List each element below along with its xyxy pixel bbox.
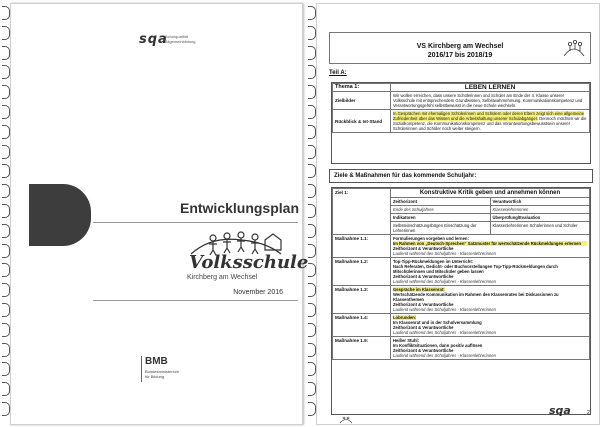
binder-ring <box>308 343 316 357</box>
measure-row <box>333 258 590 286</box>
cover-rule-bottom <box>93 300 298 301</box>
binder-ring <box>308 46 316 60</box>
sqa-mark: sqa <box>139 32 168 47</box>
theme-table <box>331 82 591 164</box>
plan-period: 2016/17 bis 2018/19 <box>427 52 493 59</box>
binder-ring <box>2 145 10 159</box>
binder-ring <box>2 85 10 99</box>
table-row <box>333 92 590 110</box>
binder-ring <box>2 224 10 238</box>
ministry-mark: BMB <box>145 356 168 367</box>
binder-rings-left <box>2 6 10 424</box>
cover-page <box>10 3 309 425</box>
measure-line: Nach Referaten, Gedicht- oder Buchvorstellungen Top-Tipp-Rückmeldungen durch Mitschülerinnen und Mitschüler geben lassen <box>393 264 558 274</box>
measure-line: Wertschätzende Kommunikation im Rahmen des Klassenrates bei Diskussionen zu Klassenthemen <box>393 292 559 302</box>
measure-zv-label: Zeithorizont & Verantwortliche <box>393 246 454 251</box>
measure-zv-value: Laufend während des Schuljahres - Klassenlehrerinnen <box>393 251 496 256</box>
measure-content <box>391 235 590 258</box>
goals-heading: Ziele & Maßnahmen für das kommende Schuljahr: <box>334 173 477 179</box>
measure-highlight: Im Rahmen von „Deutsch-Sprechen“ Satzmuster für wertschätzende Rückmeldungen erlernen <box>393 241 587 246</box>
ministry-sub-line-2: für Bildung <box>145 374 165 379</box>
binder-ring <box>2 184 10 198</box>
plan-school-name: VS Kirchberg am Wechsel <box>416 43 504 50</box>
cover-rule-top <box>93 222 298 223</box>
measure-zv-label: Zeithorizont & Verantwortliche <box>393 302 454 307</box>
theme-title: LEBEN LERNEN <box>391 84 590 92</box>
measure-zv-value: Laufend während des Schuljahres - Klassenlehrerinnen <box>393 307 496 312</box>
measure-line: Im Klassenrat und in der Schulversammlung <box>393 320 482 325</box>
measure-row <box>333 286 590 314</box>
measure-zv-label: Zeithorizont & Verantwortliche <box>393 274 454 279</box>
binder-ring <box>2 46 10 60</box>
binder-ring <box>308 323 316 337</box>
measure-zv-value: Laufend während des Schuljahres - Klassenlehrerinnen <box>393 279 496 284</box>
measure-content <box>391 314 590 337</box>
binder-ring <box>2 323 10 337</box>
binder-ring <box>308 402 316 416</box>
binder-ring <box>2 343 10 357</box>
binder-ring <box>2 382 10 396</box>
ueberpruefung-value: Klassenlehrerinnen Schülerinnen und Schüler <box>490 222 590 235</box>
ministry-logo <box>141 356 191 386</box>
measure-label: Maßnahme 1.5: <box>333 337 391 360</box>
measure-highlight: Lobrunden: <box>393 315 417 320</box>
zeithorizont-value: Ende des Schuljahres <box>391 206 491 214</box>
footer-sqa-mark: sqa <box>549 404 571 417</box>
measure-line: Formulierungen vorgeben und lernen: <box>393 236 469 241</box>
zeithorizont-label: Zeithorizont <box>391 198 491 206</box>
binder-ring <box>308 263 316 277</box>
cover-tab-shape <box>29 184 91 246</box>
measure-label: Maßnahme 1.2: <box>333 258 391 286</box>
plan-header-title <box>330 42 590 60</box>
binder-ring <box>2 362 10 376</box>
binder-ring <box>2 303 10 317</box>
goal-header-row <box>333 189 590 198</box>
measure-label: Maßnahme 1.4: <box>333 314 391 337</box>
binder-ring <box>2 204 10 218</box>
school-wordmark: Volksschule <box>189 252 309 273</box>
binder-ring <box>308 303 316 317</box>
binder-ring <box>2 244 10 258</box>
cover-date: November 2016 <box>233 289 283 296</box>
measure-zv-label: Zeithorizont & Verantwortliche <box>393 348 454 353</box>
binder-ring <box>308 85 316 99</box>
plan-page <box>316 3 600 425</box>
binder-ring <box>2 26 10 40</box>
goal-title: Konstruktive Kritik geben und annehmen können <box>391 189 590 198</box>
school-place: Kirchberg am Wechsel <box>187 274 258 281</box>
goal-table <box>331 187 591 415</box>
binder-ring <box>308 184 316 198</box>
indikatoren-label: Indikatoren <box>391 214 491 222</box>
goal-label: Ziel 1: <box>333 189 391 235</box>
plan-header <box>329 32 591 64</box>
binder-ring <box>2 402 10 416</box>
sqa-sub-line-2: Allgemeinbildung <box>165 39 196 44</box>
binder-ring <box>308 283 316 297</box>
footer-school-icon <box>339 414 353 424</box>
binder-ring <box>308 65 316 79</box>
binder-ring <box>2 105 10 119</box>
measure-label: Maßnahme 1.1: <box>333 235 391 258</box>
verantwortlich-value: Klassenlehrerinnen <box>490 206 590 214</box>
binder-ring <box>2 283 10 297</box>
binder-ring <box>308 362 316 376</box>
ueberpruefung-label: Überprüfung/Evaluation <box>490 214 590 222</box>
rueckblick-text <box>391 110 590 133</box>
binder-ring <box>308 204 316 218</box>
zielbilder-text: Wir wollen erreichen, dass unsere Schülerinnen und Schüler am Ende der 4. Klasse unserer Volksschule mit entsprechendem Grundwissen, Selbstwahrnehmung, Kommunikationskompetenz und Verantwortungsgefühl selbstbewusst in die neue Schule wechseln. <box>391 92 590 110</box>
sqa-subtitle <box>165 34 195 44</box>
measure-label: Maßnahme 1.3: <box>333 286 391 314</box>
measure-content <box>391 337 590 360</box>
measure-content <box>391 286 590 314</box>
zielbilder-label: Zielbilder <box>333 92 391 110</box>
measure-line: Top-Tipp-Rückmeldungen im Unterricht: <box>393 259 474 264</box>
binder-ring <box>308 382 316 396</box>
measure-line: Heißer Stuhl: <box>393 338 420 343</box>
binder-ring <box>308 125 316 139</box>
ministry-sub-line-1: Bundesministerium <box>145 369 180 374</box>
binder-ring <box>2 125 10 139</box>
binder-ring <box>308 105 316 119</box>
theme-label: Thema 1: <box>333 84 391 92</box>
measure-zv-label: Zeithorizont & Verantwortliche <box>393 325 454 330</box>
measure-line: Im Konfliktsituationen, dann positiv auflösen <box>393 343 483 348</box>
rueckblick-label: Rückblick & Ist-Stand <box>333 110 391 133</box>
goals-heading-box <box>329 169 593 183</box>
binder-ring <box>308 145 316 159</box>
indikatoren-value: Selbsteinschätzungsbögen Einschätzung der Lehrerinnen <box>391 222 491 235</box>
binder-ring <box>308 164 316 178</box>
binder-ring <box>308 244 316 258</box>
binder-ring <box>308 6 316 20</box>
sqa-sub-line-1: Schulqualität <box>165 34 188 39</box>
ministry-subtitle <box>145 369 179 379</box>
measure-content <box>391 258 590 286</box>
binder-ring <box>2 65 10 79</box>
measure-row <box>333 337 590 360</box>
table-row <box>333 110 590 133</box>
measure-row <box>333 235 590 258</box>
verantwortlich-label: Verantwortlich <box>490 198 590 206</box>
measure-highlight: Gespräche im Klassenrat: <box>393 287 445 292</box>
binder-ring <box>2 164 10 178</box>
sqa-logo <box>139 32 199 50</box>
school-logo-icon <box>562 36 586 58</box>
measure-row <box>333 314 590 337</box>
binder-ring <box>2 263 10 277</box>
binder-ring <box>308 224 316 238</box>
rueckblick-rest: Dennoch möchten wir die Sozialkompetenz, die Kommunikationskompetenz und das Verantwortungsbewusstsein unserer Schülerinnen und Schüler noch weiter steigern. <box>393 116 587 131</box>
theme-header-row <box>333 84 590 92</box>
measure-zv-value: Laufend während des Schuljahres - Klassenlehrerinnen <box>393 353 496 358</box>
measure-zv-value: Laufend während des Schuljahres - Klassenlehrerinnen <box>393 330 496 335</box>
section-label: Teil A: <box>329 70 347 76</box>
ministry-bar <box>141 356 142 382</box>
binder-ring <box>2 6 10 20</box>
rueckblick-highlight: In Gesprächen mit ehemaligen Schülerinnen und Schülern oder deren Eltern zeigt sich eine allgemeine Zufriedenheit über das Wissen und die Arbeitshaltung unserer Schulabgänger. <box>393 111 585 121</box>
school-logo <box>181 230 309 286</box>
binder-ring <box>308 26 316 40</box>
page-number: 2 <box>587 410 590 416</box>
binder-rings-middle <box>308 6 316 424</box>
cover-title: Entwicklungsplan <box>179 200 299 216</box>
